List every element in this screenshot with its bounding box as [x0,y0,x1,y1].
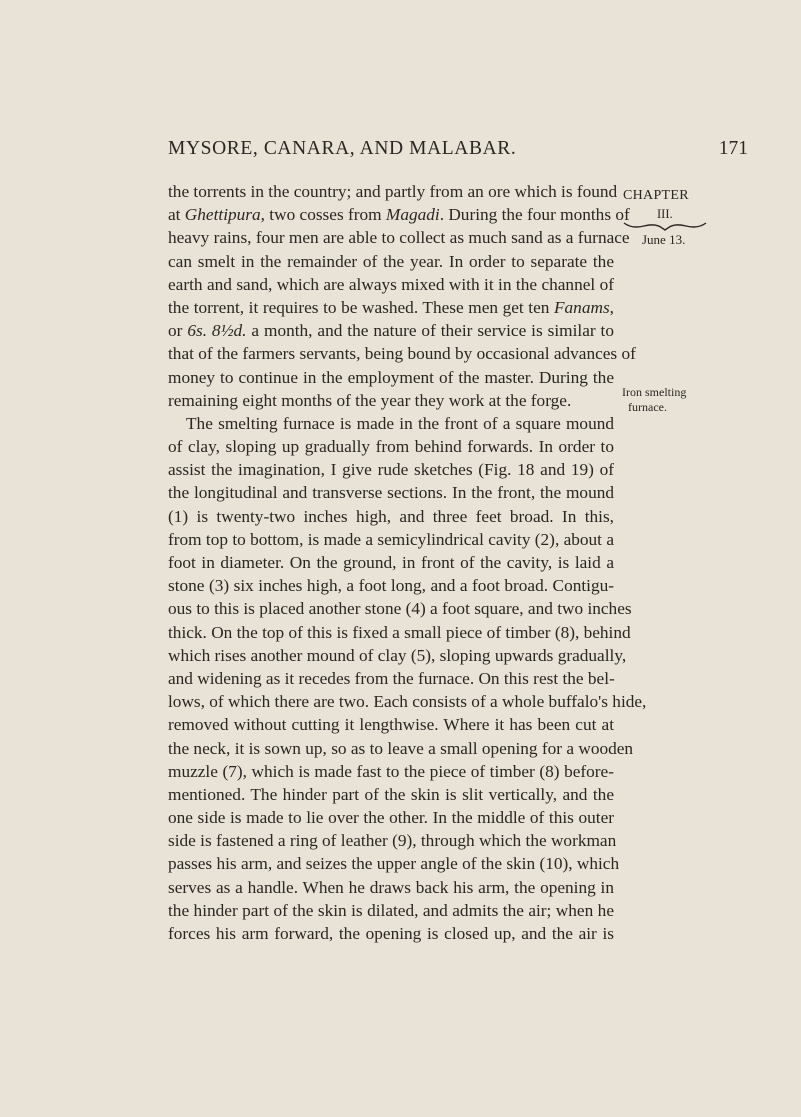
text-line: the torrent, it requires to be washed. These men get ten Fanams, [168,297,614,317]
text-line: the longitudinal and transverse sections. In the front, the mound [168,483,614,503]
text-line: which rises another mound of clay (5), sloping upwards gradually, [168,645,627,665]
page-header [168,138,748,168]
text-line: The smelting furnace is made in the front of a square mound [186,413,614,433]
chapter-label: CHAPTER [623,188,689,203]
sidenote-line: Iron smelting [622,385,687,399]
text-line: foot in diameter. On the ground, in front of the cavity, is laid a [168,553,614,572]
text-line: lows, of which there are two. Each consists of a whole buffalo's hide, [168,692,647,712]
text-line: and widening as it recedes from the furnace. On this rest the bel- [168,668,615,688]
text-line: of clay, sloping up gradually from behind forwards. In order to [168,437,614,457]
text-line: from top to bottom, is made a semicylindrical cavity (2), about a [168,529,614,549]
text-line: that of the farmers servants, being bound by occasional advances of [168,344,636,364]
text-line: assist the imagination, I give rude sketches (Fig. 18 and 19) of [168,460,614,480]
text-line: money to continue in the employment of the master. During the [168,367,614,387]
chapter-number: III. [657,207,673,221]
text-line: muzzle (7), which is made fast to the piece of timber (8) before- [168,761,614,781]
text-line: (1) is twenty-two inches high, and three feet broad. In this, [168,506,614,526]
page-number: 171 [718,138,748,159]
sidenote [622,385,686,415]
text-line: earth and sand, which are always mixed with it in the channel of [168,274,614,294]
brace-ornament [622,221,708,231]
text-line: mentioned. The hinder part of the skin is slit vertically, and the [168,784,614,804]
sidenote-line: furnace. [628,400,667,414]
text-line: removed without cutting it lengthwise. Where it has been cut at [168,715,614,735]
body-text [168,180,647,945]
text-line: can smelt in the remainder of the year. In order to separate the [168,251,614,271]
margin-date: June 13. [642,232,686,247]
text-line: the torrents in the country; and partly from an ore which is found [168,182,618,201]
text-line: heavy rains, four men are able to collect as much sand as a furnace [168,228,630,248]
text-line: the hinder part of the skin is dilated, and admits the air; when he [168,900,614,920]
text-line: serves as a handle. When he draws back his arm, the opening in [168,877,614,897]
text-line: stone (3) six inches high, a foot long, and a foot broad. Contigu- [168,576,614,596]
text-line: thick. On the top of this is fixed a small piece of timber (8), behind [168,622,631,642]
running-title: MYSORE, CANARA, AND MALABAR. [168,138,517,159]
text-line: or 6s. 8½d. a month, and the nature of their service is similar to [168,321,614,341]
text-line: side is fastened a ring of leather (9), through which the workman [168,831,617,851]
text-line: passes his arm, and seizes the upper angle of the skin (10), which [168,854,620,874]
text-line: at Ghettipura, two cosses from Magadi. During the four months of [168,205,630,225]
text-line: forces his arm forward, the opening is closed up, and the air is [168,924,614,943]
text-line: one side is made to lie over the other. In the middle of this outer [168,808,614,828]
text-line: ous to this is placed another stone (4) a foot square, and two inches [168,599,632,619]
text-line: the neck, it is sown up, so as to leave a small opening for a wooden [168,738,634,758]
text-line: remaining eight months of the year they work at the forge. [168,390,572,410]
